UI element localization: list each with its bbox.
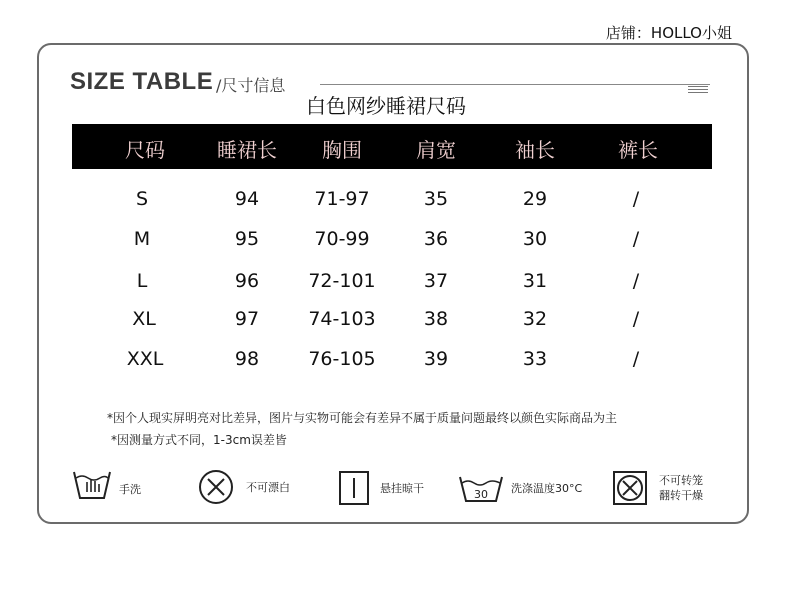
header-sleeve: 袖长 [515,138,555,162]
cell-pants-length: / [632,308,640,330]
hang-dry-label: 悬挂晾干 [380,482,424,495]
cell-shoulder: 36 [423,228,449,250]
hand-wash-icon [72,468,112,502]
cell-size: XL [132,308,156,330]
cell-shoulder: 38 [423,308,449,330]
cell-size: M [133,228,151,250]
cell-shoulder: 37 [423,270,449,292]
cell-pants-length: / [632,228,640,250]
cell-dress-length: 97 [234,308,260,330]
cell-sleeve: 31 [522,270,548,292]
wash-temperature-label: 洗涤温度30°C [511,482,583,495]
cell-bust: 71-97 [314,188,370,210]
wash-temperature-icon [458,474,504,504]
cell-pants-length: / [632,348,640,370]
header-size: 尺码 [125,138,165,162]
cell-bust: 70-99 [314,228,370,250]
cell-bust: 74-103 [308,308,376,330]
no-tumble-dry-label-1: 不可转笼 [659,474,703,487]
cell-sleeve: 32 [522,308,548,330]
disclaimer-color: *因个人现实屏明亮对比差异，图片与实物可能会有差异不属于质量问题最终以颜色实际商品为主 [107,411,618,425]
size-table-subtitle: /尺寸信息 [216,76,286,95]
cell-shoulder: 39 [423,348,449,370]
hang-dry-icon [338,470,370,506]
menu-lines-icon [688,86,708,94]
header-shoulder: 肩宽 [416,138,456,162]
table-header-bar [72,124,712,169]
header-bust: 胸围 [322,138,362,162]
cell-bust: 76-105 [308,348,376,370]
cell-dress-length: 96 [234,270,260,292]
header-dress-length: 睡裙长 [217,138,277,162]
product-size-title: 白色网纱睡裙尺码 [306,94,466,118]
hand-wash-label: 手洗 [119,483,141,496]
size-table-title: SIZE TABLE [70,68,214,95]
cell-dress-length: 95 [234,228,260,250]
cell-size: XXL [126,348,164,370]
wash-temperature-value: 30 [474,488,488,501]
no-bleach-label: 不可漂白 [246,481,290,494]
no-tumble-dry-icon [612,470,648,506]
cell-pants-length: / [632,270,640,292]
cell-sleeve: 30 [522,228,548,250]
cell-dress-length: 98 [234,348,260,370]
disclaimer-measurement: *因测量方式不同，1-3cm误差皆 [111,433,287,447]
header-pants-length: 裤长 [618,138,658,162]
cell-size: L [136,270,148,292]
no-tumble-dry-label-2: 翻转干燥 [659,489,703,502]
store-name: 店铺：HOLLO小姐 [605,24,732,42]
cell-sleeve: 33 [522,348,548,370]
cell-pants-length: / [632,188,640,210]
cell-size: S [135,188,149,210]
cell-dress-length: 94 [234,188,260,210]
no-bleach-icon [198,469,234,505]
cell-bust: 72-101 [308,270,376,292]
cell-shoulder: 35 [423,188,449,210]
title-divider [320,84,710,85]
cell-sleeve: 29 [522,188,548,210]
